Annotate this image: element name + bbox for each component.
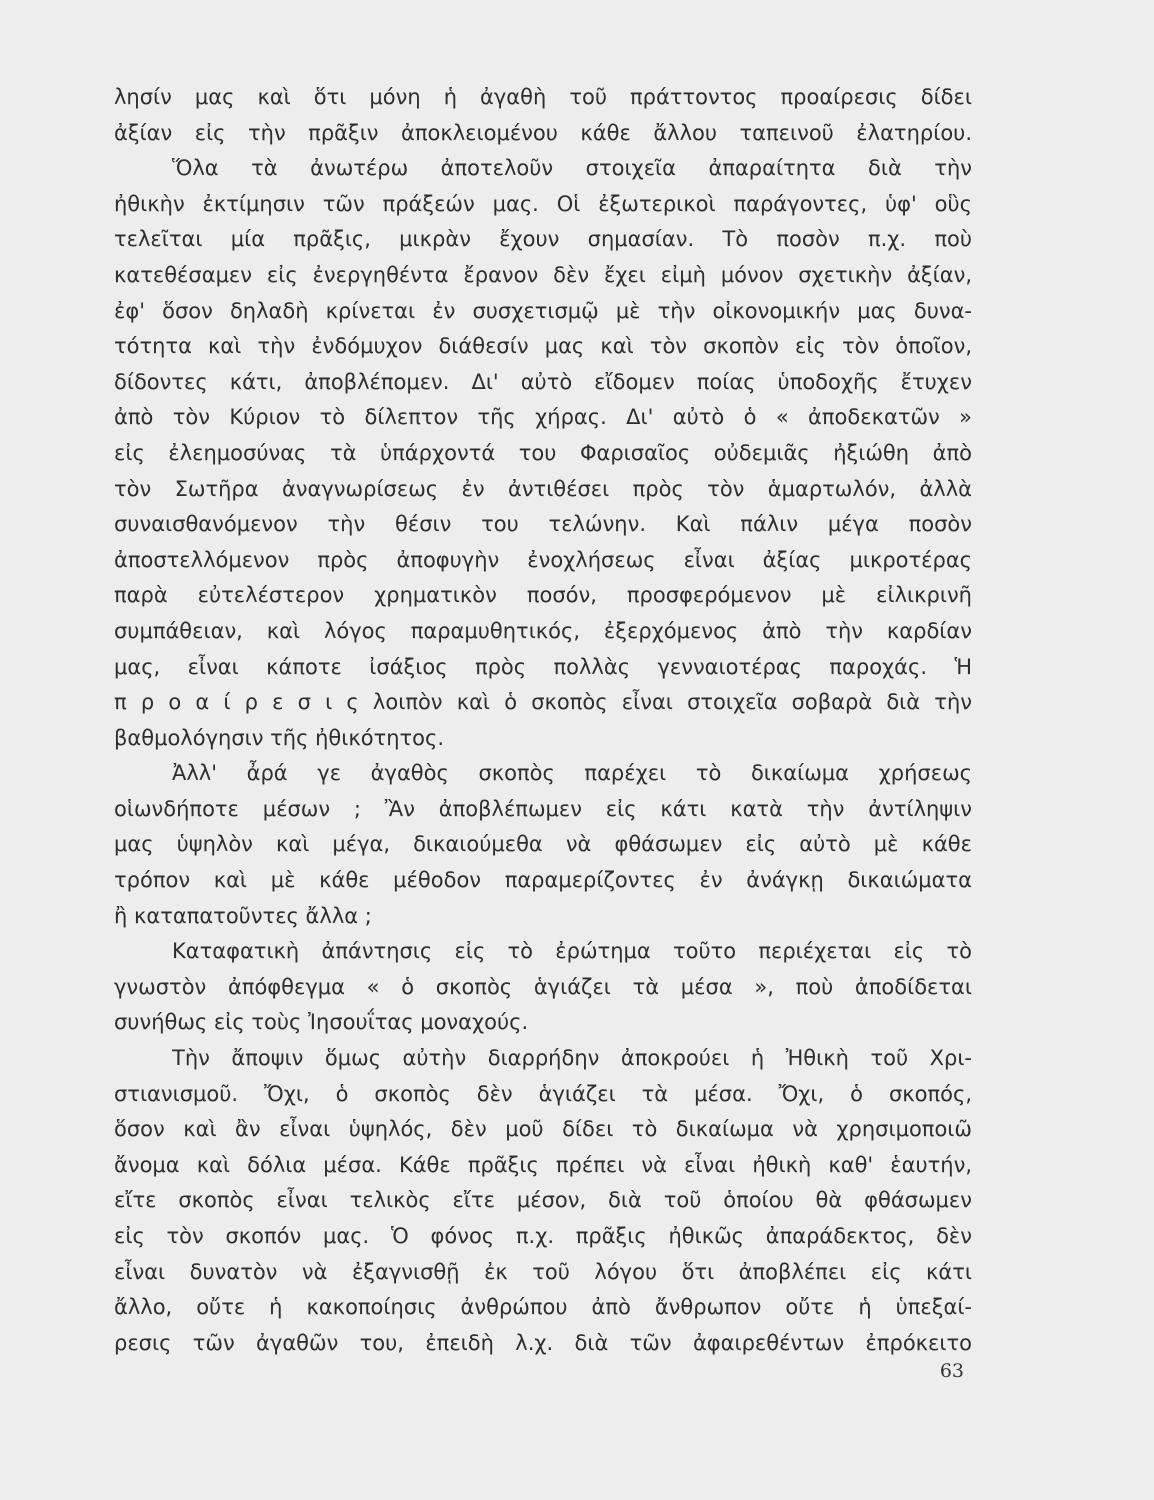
- text-line-21: οἱωνδήποτε μέσων ; Ἂν ἀποβλέπωμεν εἰς κάτι κατὰ τὴν ἀντίληψιν: [114, 796, 972, 821]
- text-line-13: συναισθανόμενον τὴν θέσιν του τελώνην. Καὶ πάλιν μέγα ποσὸν: [114, 512, 972, 537]
- text-line-6: κατεθέσαμεν εἰς ἐνεργηθέντα ἔρανον δὲν ἔχει εἰμὴ μόνον σχετικὴν ἀξίαν,: [114, 262, 972, 287]
- text-line-17: μας, εἶναι κάποτε ἰσάξιος πρὸς πολλὰς γενναιοτέρας παροχάς. Ἡ: [114, 654, 972, 679]
- text-line-34: εἶναι δυνατὸν νὰ ἐξαγνισθῇ ἐκ τοῦ λόγου ὅτι ἀποβλέπει εἰς κάτι: [114, 1259, 972, 1284]
- text-line-11: εἰς ἐλεημοσύνας τὰ ὑπάρχοντά του Φαρισαῖος οὐδεμιᾶς ἠξιώθη ἀπὸ: [114, 440, 972, 465]
- text-line-19: βαθμολόγησιν τῆς ἠθικότητος.: [114, 725, 445, 750]
- text-line-30: ὅσον καὶ ἂν εἶναι ὑψηλός, δὲν μοῦ δίδει τὸ δικαίωμα νὰ χρησιμοποιῶ: [114, 1117, 972, 1142]
- text-line-22: μας ὑψηλὸν καὶ μέγα, δικαιούμεθα νὰ φθάσωμεν εἰς αὐτὸ μὲ κάθε: [114, 832, 972, 857]
- text-line-10: ἀπὸ τὸν Κύριον τὸ δίλεπτον τῆς χήρας. Δι' αὐτὸ ὁ « ἀποδεκατῶν »: [114, 405, 972, 430]
- text-line-3: Ὅλα τὰ ἀνωτέρω ἀποτελοῦν στοιχεῖα ἀπαραίτητα διὰ τὴν: [172, 156, 972, 181]
- text-line-5: τελεῖται μία πρᾶξις, μικρὰν ἔχουν σημασίαν. Τὸ ποσὸν π.χ. ποὺ: [114, 227, 972, 252]
- text-line-18: π ρ ο α ί ρ ε σ ι ς λοιπὸν καὶ ὁ σκοπὸς εἶναι στοιχεῖα σοβαρὰ διὰ τὴν: [114, 690, 972, 715]
- text-line-4: ἠθικὴν ἐκτίμησιν τῶν πράξεών μας. Οἱ ἐξωτερικοὶ παράγοντες, ὑφ' οὓς: [114, 191, 972, 216]
- text-line-20: Ἀλλ' ἆρά γε ἀγαθὸς σκοπὸς παρέχει τὸ δικαίωμα χρήσεως: [172, 761, 972, 786]
- text-line-15: παρὰ εὐτελέστερον χρηματικὸν ποσόν, προσφερόμενον μὲ εἰλικρινῆ: [114, 583, 972, 608]
- text-line-2: ἀξίαν εἰς τὴν πρᾶξιν ἀποκλειομένου κάθε ἄλλου ταπεινοῦ ἐλατηρίου.: [114, 120, 972, 145]
- text-line-7: ἐφ' ὅσον δηλαδὴ κρίνεται ἐν συσχετισμῷ μὲ τὴν οἰκονομικήν μας δυνα-: [114, 298, 972, 323]
- text-line-27: συνήθως εἰς τοὺς Ἰησουΐτας μοναχούς.: [114, 1010, 529, 1035]
- text-line-8: τότητα καὶ τὴν ἐνδόμυχον διάθεσίν μας καὶ τὸν σκοπὸν εἰς τὸν ὁποῖον,: [114, 334, 972, 359]
- text-line-33: εἰς τὸν σκοπόν μας. Ὁ φόνος π.χ. πρᾶξις ἠθικῶς ἀπαράδεκτος, δὲν: [114, 1224, 972, 1248]
- text-line-14: ἀποστελλόμενον πρὸς ἀποφυγὴν ἐνοχλήσεως εἶναι ἀξίας μικροτέρας: [114, 547, 972, 572]
- text-line-24: ἢ καταπατοῦντες ἄλλα ;: [114, 903, 372, 928]
- text-line-31: ἄνομα καὶ δόλια μέσα. Κάθε πρᾶξις πρέπει νὰ εἶναι ἠθικὴ καθ' ἑαυτήν,: [114, 1152, 972, 1177]
- text-line-36: ρεσις τῶν ἀγαθῶν του, ἐπειδὴ λ.χ. διὰ τῶν ἀφαιρεθέντων ἐπρόκειτο: [114, 1330, 972, 1355]
- text-line-26: γνωστὸν ἀπόφθεγμα « ὁ σκοπὸς ἁγιάζει τὰ μέσα », ποὺ ἀποδίδεται: [114, 974, 972, 999]
- text-line-12: τὸν Σωτῆρα ἀναγνωρίσεως ἐν ἀντιθέσει πρὸς τὸν ἁμαρτωλόν, ἀλλὰ: [114, 476, 972, 501]
- text-line-35: ἄλλο, οὔτε ἡ κακοποίησις ἀνθρώπου ἀπὸ ἄνθρωπον οὔτε ἡ ὑπεξαί-: [114, 1295, 972, 1320]
- text-line-25: Καταφατικὴ ἀπάντησις εἰς τὸ ἐρώτημα τοῦτο περιέχεται εἰς τὸ: [172, 939, 972, 964]
- page-number: 63: [939, 1360, 964, 1382]
- text-line-23: τρόπον καὶ μὲ κάθε μέθοδον παραμερίζοντες ἐν ἀνάγκῃ δικαιώματα: [114, 868, 972, 893]
- text-line-9: δίδοντες κάτι, ἀποβλέπομεν. Δι' αὐτὸ εἴδομεν ποίας ὑποδοχῆς ἔτυχεν: [114, 369, 972, 394]
- text-line-29: στιανισμοῦ. Ὄχι, ὁ σκοπὸς δὲν ἁγιάζει τὰ μέσα. Ὄχι, ὁ σκοπός,: [114, 1081, 972, 1106]
- text-line-1: λησίν μας καὶ ὅτι μόνη ἡ ἀγαθὴ τοῦ πράττοντος προαίρεσις δίδει: [114, 85, 972, 109]
- body-text: [114, 80, 972, 1361]
- text-line-16: συμπάθειαν, καὶ λόγος παραμυθητικός, ἐξερχόμενος ἀπὸ τὴν καρδίαν: [114, 618, 972, 643]
- text-line-32: εἴτε σκοπὸς εἶναι τελικὸς εἴτε μέσον, διὰ τοῦ ὁποίου θὰ φθάσωμεν: [114, 1188, 972, 1213]
- text-line-28: Τὴν ἄποψιν ὅμως αὐτὴν διαρρήδην ἀποκρούει ἡ Ἠθικὴ τοῦ Χρι-: [172, 1046, 972, 1071]
